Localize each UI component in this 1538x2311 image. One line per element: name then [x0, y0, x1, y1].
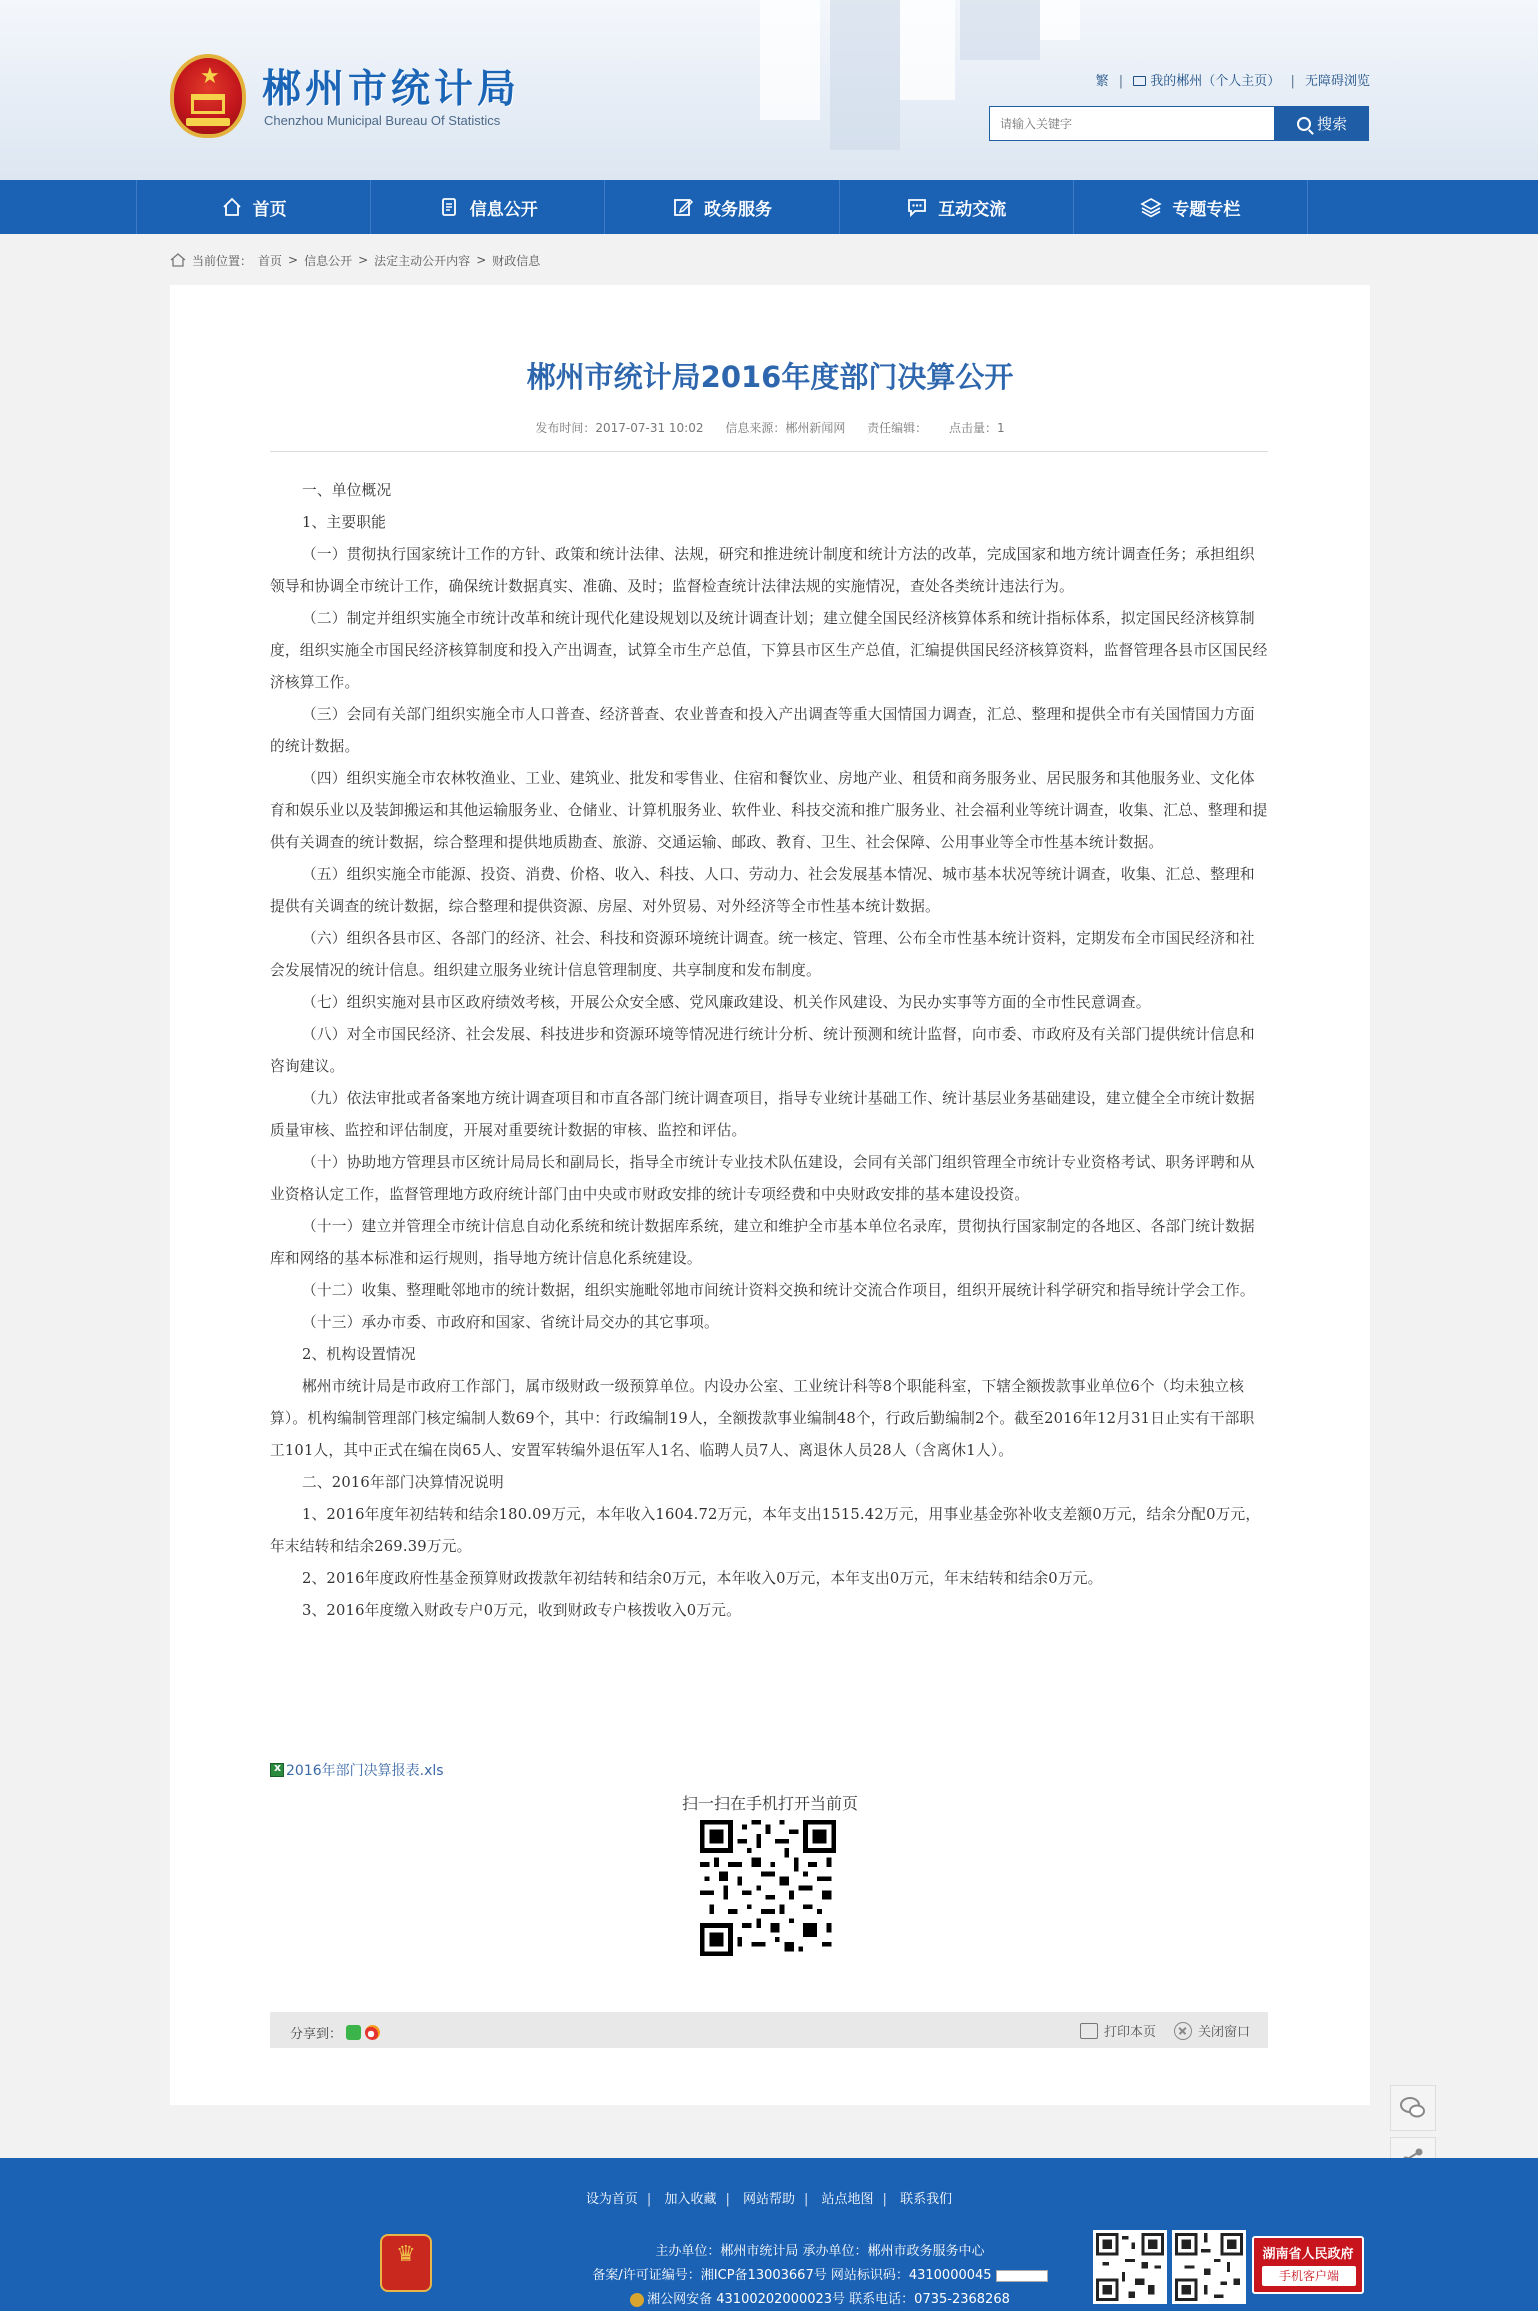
link-separator: |: [646, 2192, 652, 2207]
click-count: 点击量：1: [949, 421, 1005, 435]
share-label: [290, 2023, 380, 2042]
wechat-button[interactable]: [1390, 2085, 1436, 2131]
nav-item-special-topics[interactable]: [1074, 180, 1308, 234]
breadcrumb-separator: >: [358, 253, 369, 267]
paragraph: （十一）建立并管理全市统计信息自动化系统和统计数据库系统，建立和维护全市基本单位名录库，贯彻执行国家制定的各地区、各部门统计数据库和网络的基本标准和运行规则，指导地方统计信息化系统建设。: [270, 1218, 1255, 1267]
wechat-icon: [1398, 2093, 1428, 2123]
police-badge-icon: [630, 2293, 644, 2307]
qr-caption: 扫一扫在手机打开当前页: [681, 1794, 858, 1813]
footer-link-add-favorite[interactable]: 加入收藏: [664, 2192, 717, 2207]
dnzz-badge-icon[interactable]: [996, 2270, 1048, 2282]
edit-icon: [672, 196, 694, 218]
close-label: 关闭窗口: [1197, 2025, 1250, 2040]
link-separator: |: [725, 2192, 730, 2207]
breadcrumb-separator: >: [476, 253, 487, 267]
print-button[interactable]: [1080, 2021, 1156, 2040]
home-icon: [221, 196, 243, 218]
chat-icon: [906, 196, 928, 218]
search-button-label: 搜索: [1316, 115, 1347, 133]
footer-police-text: 湘公网安备 43100202000023号 联系电话：0735-2368268: [647, 2292, 1010, 2307]
footer-link-contact[interactable]: 联系我们: [900, 2192, 953, 2207]
paragraph: （二）制定并组织实施全市统计改革和统计现代化建设规划以及统计调查计划；建立健全国民经济核算体系和统计指标体系，拟定国民经济核算制度，组织实施全市国民经济核算制度和投入产出调查，试算全市生产总值，下算县市区生产总值，汇编提供国民经济核算资料，监督管理各县市区国民经济核算工作。: [270, 610, 1268, 691]
footer-links: [0, 2188, 1538, 2207]
tiananmen-icon: [191, 94, 225, 114]
paragraph: （三）会同有关部门组织实施全市人口普查、经济普查、农业普查和投入产出调查等重大国情国力调查，汇总、整理和提供全市有关国情国力方面的统计数据。: [270, 706, 1255, 755]
nav-item-label: 互动交流: [938, 199, 1007, 220]
breadcrumb-fiscal-info[interactable]: 财政信息: [492, 253, 541, 268]
link-separator: |: [804, 2192, 809, 2207]
search-button[interactable]: [1275, 106, 1369, 141]
responsible-editor: 责任编辑：: [867, 421, 928, 435]
search-input[interactable]: [989, 106, 1275, 141]
paragraph: （十三）承办市委、市政府和国家、省统计局交办的其它事项。: [302, 1314, 719, 1331]
accessibility-link[interactable]: 无障碍浏览: [1304, 74, 1370, 89]
breadcrumb-home[interactable]: 首页: [258, 253, 283, 268]
share-bar: [270, 2012, 1268, 2048]
paragraph: （七）组织实施对县市区政府绩效考核，开展公众安全感、党风廉政建设、机关作风建设、为民办实事等方面的全市性民意调查。: [302, 994, 1151, 1011]
header-decoration: [960, 0, 1040, 60]
header-decoration: [830, 0, 900, 150]
paragraph: 二、2016年部门决算情况说明: [302, 1474, 504, 1491]
paragraph: 郴州市统计局是市政府工作部门，属市级财政一级预算单位。内设办公室、工业统计科等8个职能科室，下辖全额拨款事业单位6个（均未独立核算）。机构编制管理部门核定编制人数69个，其中：行政编制19人，全额拨款事业编制48个，行政后勤编制2个。截至2016年12月31日止实有干部职工101人，其中正式在编在岗65人、安置军转编外退伍军人1名、临聘人员7人、离退休人员28人（含离休1人）。: [270, 1378, 1255, 1459]
traditional-chinese-link[interactable]: 繁: [1095, 74, 1109, 89]
nav-item-home[interactable]: [136, 180, 371, 234]
search-icon: [1297, 117, 1311, 131]
main-nav-inner: [136, 180, 1308, 234]
meta-divider: [270, 451, 1268, 452]
footer-police-record: [540, 2288, 1100, 2311]
hunan-gov-app-badge[interactable]: [1252, 2236, 1364, 2294]
top-links: [1070, 70, 1370, 89]
info-source: 信息来源：郴州新闻网: [725, 421, 846, 435]
print-label: 打印本页: [1103, 2025, 1156, 2040]
breadcrumb: [170, 250, 540, 270]
share-actions: [1080, 2021, 1250, 2040]
footer-link-sitemap[interactable]: 站点地图: [821, 2192, 874, 2207]
footer-info: [540, 2240, 1100, 2311]
footer-registration: [540, 2264, 1100, 2288]
nav-item-interaction[interactable]: [840, 180, 1074, 234]
breadcrumb-info-disclosure[interactable]: 信息公开: [304, 253, 353, 268]
close-icon: [1174, 2022, 1192, 2040]
link-separator: |: [882, 2192, 887, 2207]
paragraph: （五）组织实施全市能源、投资、消费、价格、收入、科技、人口、劳动力、社会发展基本情况、城市基本状况等统计调查，收集、汇总、整理和提供有关调查的统计数据，综合整理和提供资源、房屋、对外贸易、对外经济等全市性基本统计数据。: [270, 866, 1255, 915]
header-decoration: [760, 0, 820, 120]
site-subtitle: Chenzhou Municipal Bureau Of Statistics: [264, 113, 501, 128]
article-body: [270, 475, 1268, 1627]
footer-link-help[interactable]: 网站帮助: [742, 2192, 795, 2207]
nav-item-label: 政务服务: [704, 199, 772, 220]
article-panel: [170, 285, 1370, 2105]
star-icon: ★: [200, 64, 220, 89]
footer-registration-text: 备案/许可证编号：湘ICP备13003667号 网站标识码：4310000045: [592, 2268, 992, 2283]
paragraph: （十）协助地方管理县市区统计局局长和副局长，指导全市统计专业技术队伍建设，会同有关部门组织管理全市统计专业资格考试、职务评聘和从业资格认定工作，监督管理地方政府统计部门由中央或市财政安排的统计专项经费和中央财政安排的基本建设投资。: [270, 1154, 1255, 1203]
footer-qr-code: [1172, 2230, 1246, 2304]
paragraph: （一）贯彻执行国家统计工作的方针、政策和统计法律、法规，研究和推进统计制度和统计方法的改革，完成国家和地方统计调查任务；承担组织领导和协调全市统计工作，确保统计数据真实、准确、及时；监督检查统计法律法规的实施情况，查处各类统计违法行为。: [270, 546, 1255, 595]
site-footer: [0, 2158, 1538, 2311]
breadcrumb-prefix: 当前位置：: [192, 253, 253, 268]
emblem-base: [186, 118, 230, 126]
publish-time: 发布时间：2017-07-31 10:02: [535, 421, 704, 435]
paragraph: （八）对全市国民经济、社会发展、科技进步和资源环境等情况进行统计分析、统计预测和统计监督，向市委、市政府及有关部门提供统计信息和咨询建议。: [270, 1026, 1255, 1075]
paragraph: （九）依法审批或者备案地方统计调查项目和市直各部门统计调查项目，指导专业统计基础工作、统计基层业务基础建设，建立健全全市统计数据质量审核、监控和评估制度，开展对重要统计数据的审核、监控和评估。: [270, 1090, 1255, 1139]
national-emblem-logo[interactable]: [170, 54, 246, 138]
footer-link-set-homepage[interactable]: 设为首页: [585, 2192, 638, 2207]
footer-qr-code: [1093, 2230, 1167, 2304]
nav-item-label: 专题专栏: [1172, 199, 1241, 220]
paragraph: 2、机构设置情况: [302, 1346, 416, 1363]
paragraph: 2、2016年度政府性基金预算财政拨款年初结转和结余0万元，本年收入0万元，本年支出0万元，年末结转和结余0万元。: [302, 1570, 1103, 1587]
main-nav: [0, 180, 1538, 234]
article-title: 郴州市统计局2016年度部门决算公开: [526, 360, 1014, 394]
paragraph: 3、2016年度缴入财政专户0万元，收到财政专户核拨收入0万元。: [302, 1602, 742, 1619]
paragraph: 1、2016年度年初结转和结余180.09万元，本年收入1604.72万元，本年支出1515.42万元，用事业基金弥补收支差额0万元，结余分配0万元，年末结转和结余269.39万元。: [270, 1506, 1261, 1555]
site-header: [0, 0, 1538, 180]
link-separator: |: [1118, 74, 1124, 89]
share-label-text: 分享到：: [290, 2027, 343, 2042]
paragraph: （四）组织实施全市农林牧渔业、工业、建筑业、批发和零售业、住宿和餐饮业、房地产业、租赁和商务服务业、居民服务和其他服务业、文化体育和娱乐业以及装卸搬运和其他运输服务业、仓储业、计算机服务业、软件业、科技交流和推广服务业、社会福利业等统计调查，收集、汇总、整理和提供有关调查的统计数据，综合整理和提供地质勘查、旅游、交通运输、邮政、教育、卫生、社会保障、公用事业等全市性基本统计数据。: [270, 770, 1268, 851]
paragraph: 1、主要职能: [302, 514, 386, 531]
nav-item-label: 首页: [252, 199, 287, 220]
home-icon: [170, 253, 186, 267]
page-qr-code: [700, 1820, 836, 1956]
paragraph: （十二）收集、整理毗邻地市的统计数据，组织实施毗邻地市间统计资料交换和统计交流合作项目，组织开展统计科学研究和指导统计学会工作。: [302, 1282, 1255, 1299]
header-decoration: [900, 0, 955, 100]
weibo-share-icon[interactable]: [365, 2025, 380, 2040]
breadcrumb-separator: >: [288, 253, 299, 267]
document-icon: [438, 196, 460, 218]
breadcrumb-statutory-content[interactable]: 法定主动公开内容: [374, 253, 471, 268]
party-gov-badge-icon[interactable]: [380, 2234, 432, 2292]
hunan-gov-subtitle: 手机客户端: [1262, 2266, 1356, 2286]
attachment-label: 2016年部门决算报表.xls: [286, 1763, 444, 1779]
article-meta: [170, 419, 1370, 436]
paragraph: 一、单位概况: [302, 482, 392, 499]
close-window-button[interactable]: [1174, 2021, 1250, 2040]
search-box: [989, 106, 1369, 141]
excel-file-icon: [270, 1763, 284, 1777]
hunan-gov-title: 湖南省人民政府: [1262, 2247, 1354, 2262]
paragraph: （六）组织各县市区、各部门的经济、社会、科技和资源环境统计调查。统一核定、管理、公布全市性基本统计资料，定期发布全市国民经济和社会发展情况的统计信息。组织建立服务业统计信息管理制度、共享制度和发布制度。: [270, 930, 1255, 979]
link-separator: |: [1290, 74, 1295, 89]
layers-icon: [1140, 196, 1162, 218]
attachment-link[interactable]: [270, 1760, 444, 1780]
footer-organizer: 主办单位：郴州市统计局 承办单位：郴州市政务服务中心: [655, 2244, 985, 2259]
nav-item-label: 信息公开: [469, 199, 538, 220]
site-title[interactable]: 郴州市统计局: [262, 67, 521, 112]
wechat-share-icon[interactable]: [346, 2025, 361, 2040]
printer-icon: [1080, 2023, 1098, 2039]
header-decoration: [1040, 0, 1080, 40]
my-chenzhou-link[interactable]: 我的郴州（个人主页）: [1150, 74, 1281, 89]
nav-item-gov-services[interactable]: [605, 180, 839, 234]
nav-item-info-disclosure[interactable]: [371, 180, 605, 234]
monitor-icon: [1133, 76, 1146, 86]
